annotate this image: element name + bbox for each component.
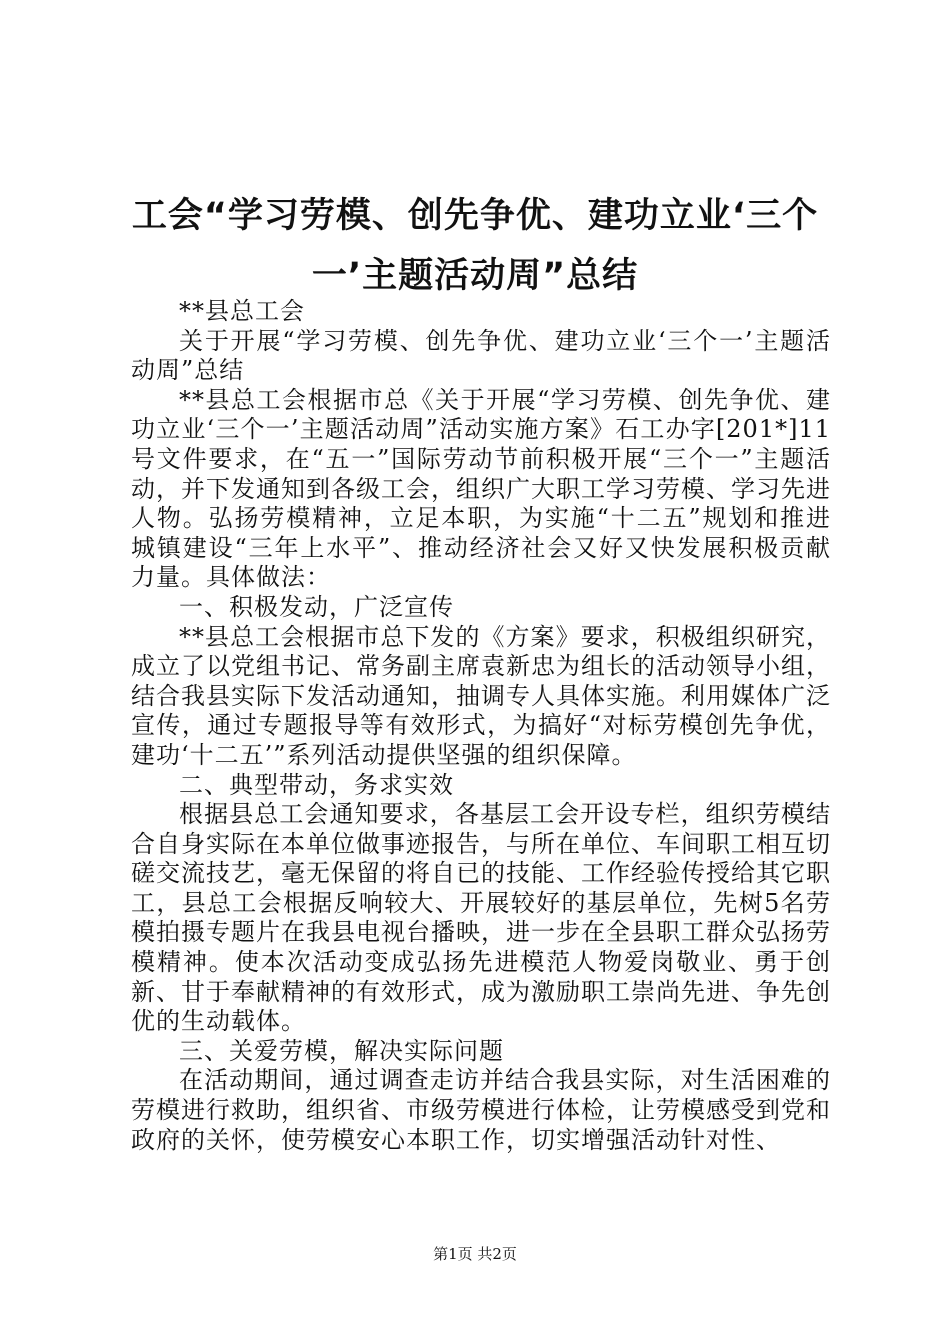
document-title	[100, 186, 850, 306]
intro-paragraph: **县总工会根据市总《关于开展“学习劳模、创先争优、建功立业‘三个一’主题活动周”活动实施方案》石工办字[201*]11号文件要求，在“五一”国际劳动节前积极开展“三个一”主题活动，并下发通知到各级工会，组织广大职工学习劳模、学习先进人物。弘扬劳模精神，立足本职，为实施“十二五”规划和推进城镇建设“三年上水平”、推动经济社会又好又快发展积极贡献力量。具体做法：	[131, 385, 831, 592]
page-footer: 第1页 共2页	[433, 1245, 517, 1263]
section-3-paragraph: 在活动期间，通过调查走访并结合我县实际，对生活困难的劳模进行救助，组织省、市级劳模进行体检，让劳模感受到党和政府的关怀，使劳模安心本职工作，切实增强活动针对性、	[131, 1066, 831, 1154]
section-2-paragraph: 根据县总工会通知要求，各基层工会开设专栏，组织劳模结合自身实际在本单位做事迹报告，与所在单位、车间职工相互切磋交流技艺，毫无保留的将自已的技能、工作经验传授给其它职工，县总工会根据反响较大、开展较好的基层单位，先树5名劳模拍摄专题片在我县电视台播映，进一步在全县职工群众弘扬劳模精神。使本次活动变成弘扬先进模范人物爱岗敬业、勇于创新、甘于奉献精神的有效形式，成为激励职工崇尚先进、争先创优的生动载体。	[131, 800, 831, 1036]
section-1-paragraph: **县总工会根据市总下发的《方案》要求，积极组织研究，成立了以党组书记、常务副主席袁新忠为组长的活动领导小组，结合我县实际下发活动通知，抽调专人具体实施。利用媒体广泛宣传，通过专题报导等有效形式，为搞好“对标劳模创先争优，建功‘十二五’”系列活动提供坚强的组织保障。	[131, 622, 831, 769]
title-line-1: 工会“学习劳模、创先争优、建功立业‘三个	[131, 196, 819, 237]
section-heading-3: 三、关爱劳模，解决实际问题	[179, 1036, 504, 1065]
org-name: **县总工会	[179, 297, 305, 325]
report-subject: 关于开展“学习劳模、创先争优、建功立业‘三个一’主题活动周”总结	[131, 326, 831, 385]
section-heading-2: 二、典型带动，务求实效	[179, 770, 454, 799]
title-line-2: 一’主题活动周”总结	[311, 256, 639, 297]
section-heading-1: 一、积极发动，广泛宣传	[179, 592, 454, 621]
document-body	[131, 297, 831, 1155]
